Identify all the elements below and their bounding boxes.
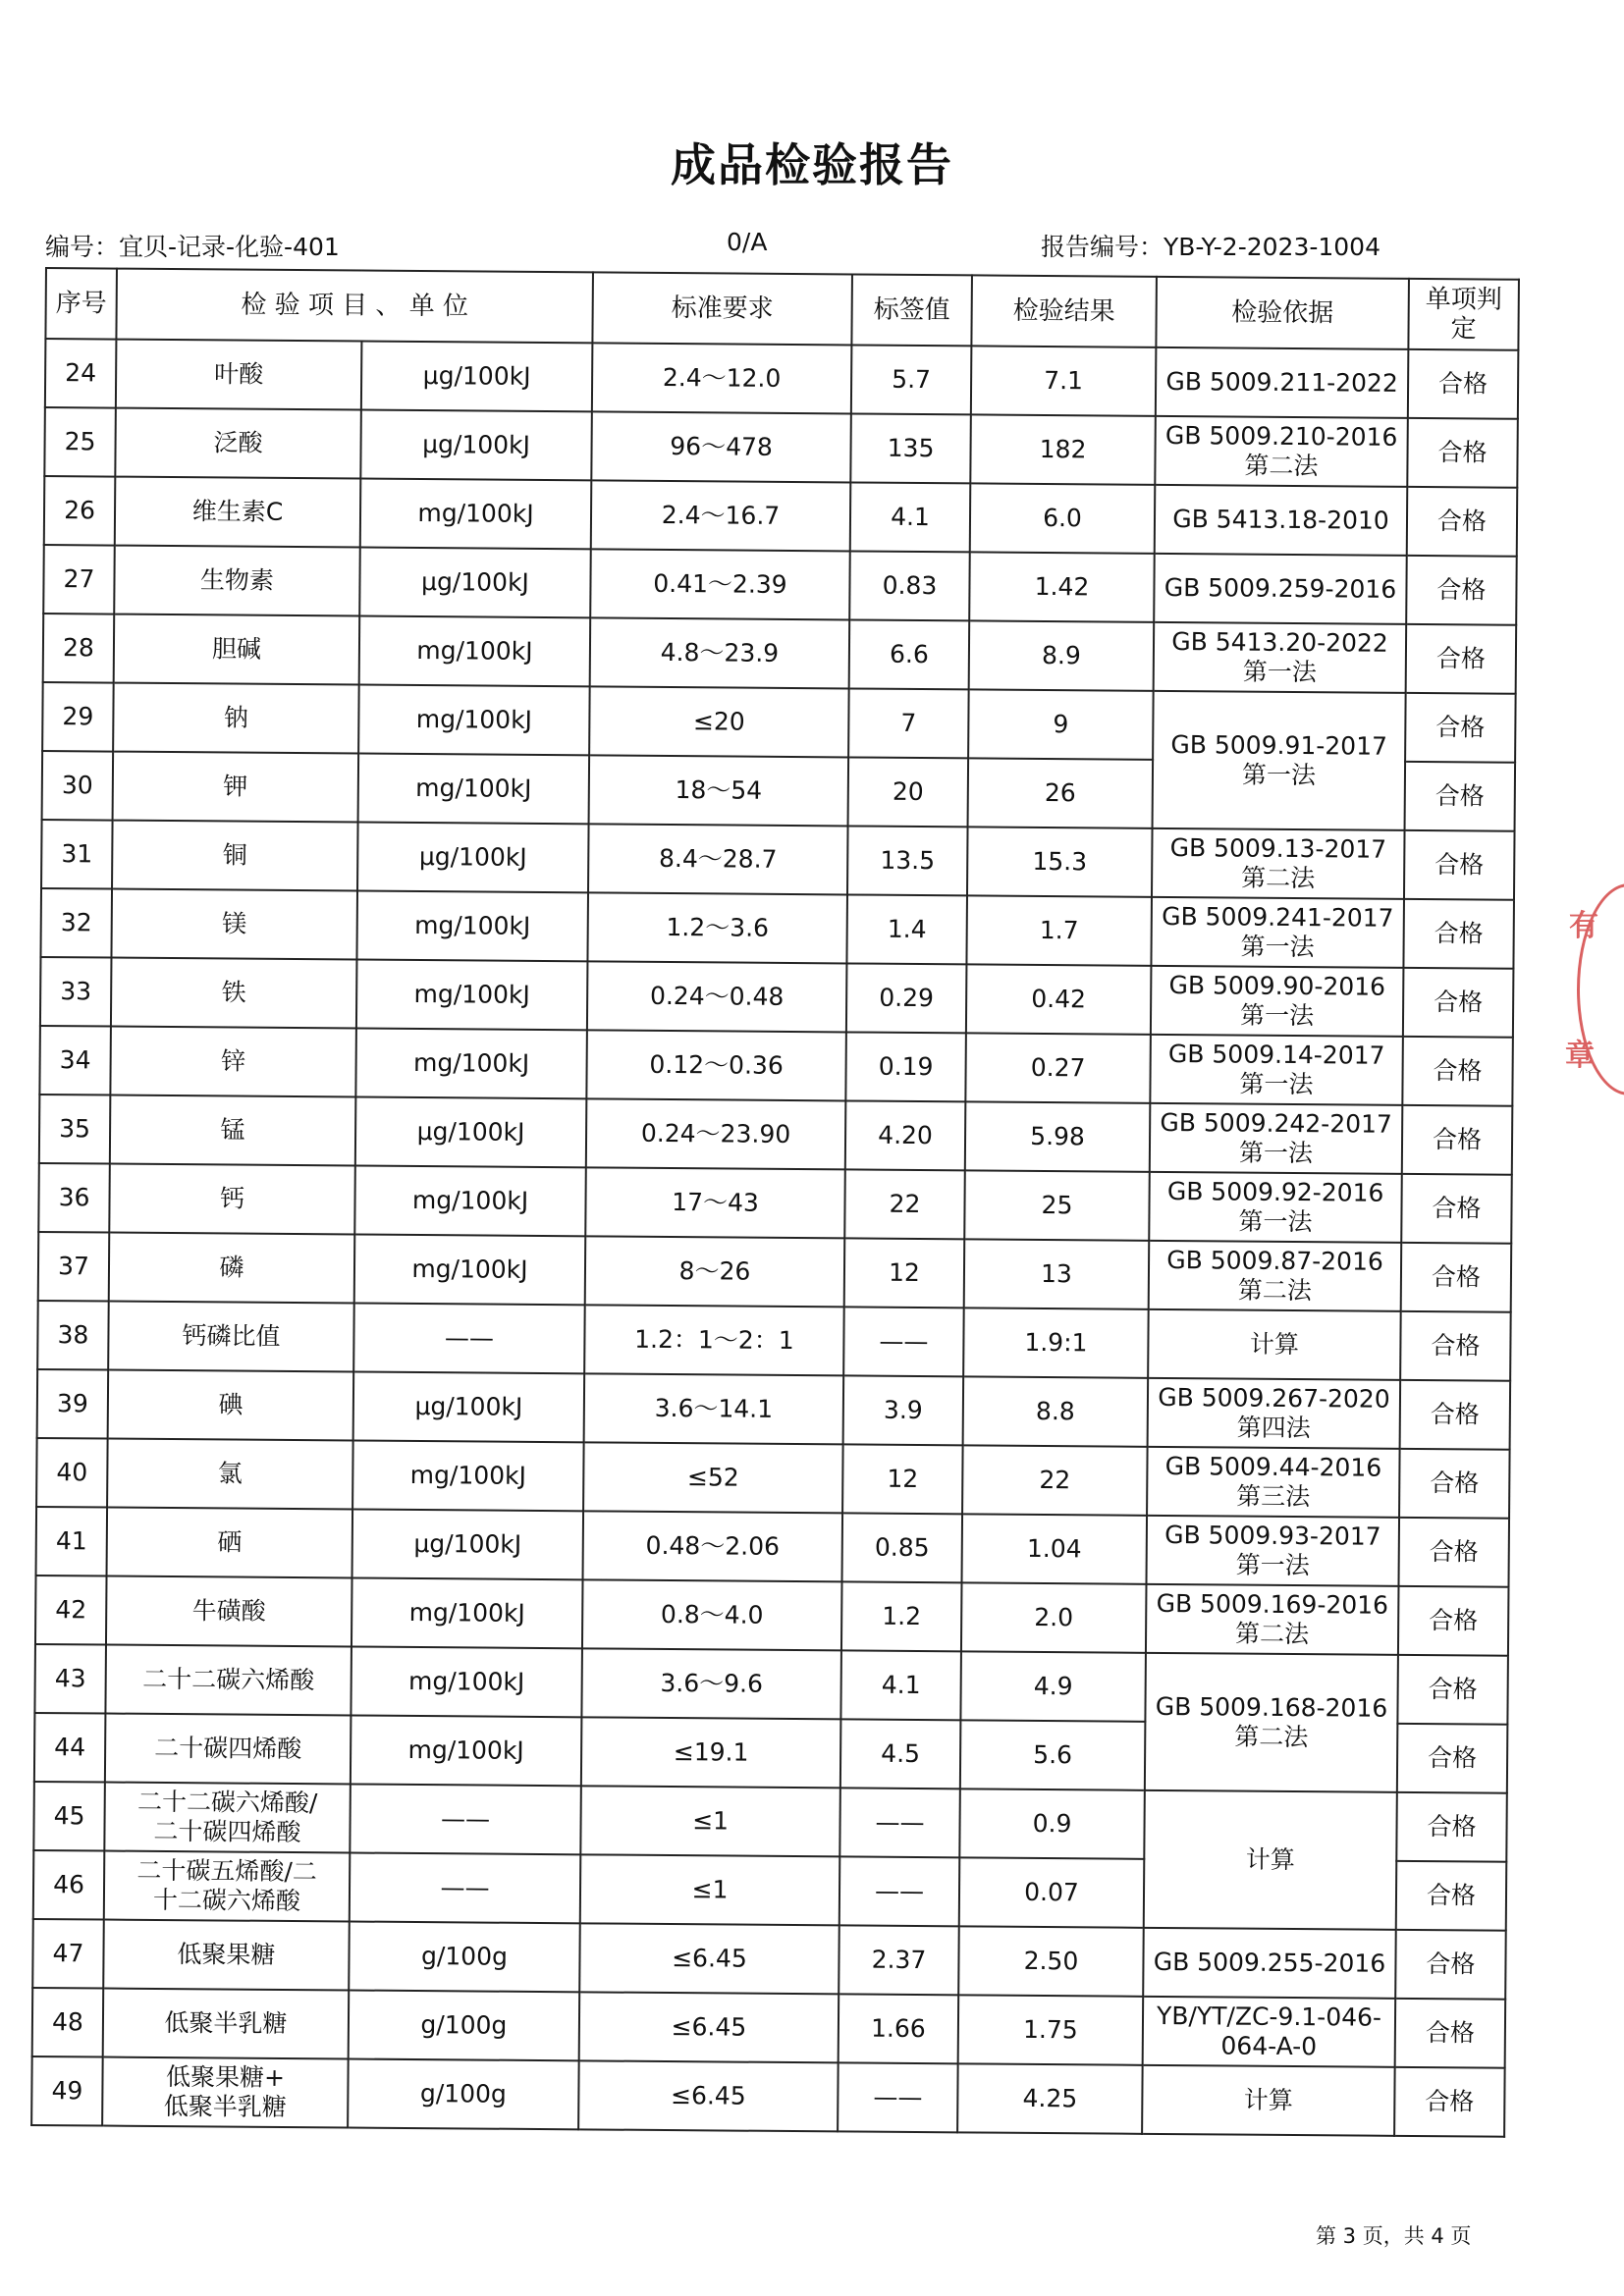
table-row: [45, 339, 1519, 419]
standard-requirement: 3.6～9.6: [581, 1648, 841, 1719]
item-unit: mg/100kJ: [352, 1441, 584, 1512]
label-value: 2.37: [839, 1925, 959, 1995]
item-name: 锰: [110, 1095, 356, 1166]
row-number: 48: [32, 1988, 104, 2057]
verdict: 合格: [1397, 1655, 1508, 1725]
item-unit: g/100g: [349, 1921, 580, 1992]
item-name: 氯: [107, 1439, 353, 1510]
item-unit: ——: [350, 1784, 581, 1854]
table-row: [36, 1507, 1510, 1587]
standard-requirement: 1.2～3.6: [587, 892, 847, 963]
test-basis: GB 5009.93-2017 第一法: [1146, 1516, 1399, 1586]
item-name: 叶酸: [116, 340, 362, 410]
item-name: 牛磺酸: [106, 1576, 352, 1647]
row-number: 33: [40, 957, 112, 1027]
page-footer: 第 3 页，共 4 页: [1316, 2224, 1472, 2248]
label-value: 5.7: [851, 345, 972, 414]
standard-requirement: ≤6.45: [578, 2060, 839, 2131]
test-basis: GB 5009.90-2016 第一法: [1151, 966, 1404, 1037]
item-unit: ——: [350, 1852, 581, 1923]
header-result: 检验结果: [971, 275, 1157, 347]
verdict: 合格: [1401, 1243, 1512, 1312]
label-value: 0.19: [845, 1032, 966, 1101]
label-value: 3.9: [843, 1375, 964, 1445]
row-number: 41: [36, 1507, 108, 1576]
row-number: 28: [43, 614, 115, 683]
standard-requirement: 0.24～23.90: [586, 1098, 846, 1169]
test-basis: 计算: [1148, 1309, 1401, 1380]
item-unit: μg/100kJ: [359, 548, 591, 618]
standard-requirement: ≤19.1: [581, 1717, 841, 1788]
header-seq: 序号: [45, 268, 117, 340]
row-number: 43: [34, 1644, 106, 1714]
verdict: 合格: [1407, 487, 1518, 557]
item-name: 钙: [109, 1164, 355, 1235]
test-result: 6.0: [970, 483, 1156, 553]
test-result: 1.7: [966, 895, 1152, 965]
item-unit: mg/100kJ: [356, 891, 588, 962]
row-number: 31: [41, 820, 113, 889]
test-result: 1.9:1: [963, 1308, 1149, 1377]
test-basis: GB 5009.259-2016: [1154, 554, 1407, 624]
item-name: 二十碳四烯酸: [105, 1714, 352, 1785]
row-number: 39: [37, 1369, 109, 1439]
verdict: 合格: [1402, 1105, 1513, 1175]
item-unit: mg/100kJ: [354, 1166, 586, 1237]
row-number: 35: [39, 1095, 111, 1164]
test-basis: GB 5009.241-2017 第一法: [1151, 897, 1404, 968]
test-basis: GB 5009.92-2016 第一法: [1149, 1172, 1402, 1243]
label-value: 7: [848, 688, 969, 758]
label-value: ——: [843, 1307, 964, 1376]
label-value: 12: [842, 1444, 963, 1514]
item-name: 低聚半乳糖: [103, 1989, 350, 2059]
row-number: 34: [39, 1026, 111, 1095]
item-name: 低聚果糖: [103, 1920, 350, 1991]
label-value: ——: [839, 1856, 960, 1926]
item-unit: g/100g: [349, 1990, 580, 2060]
item-unit: mg/100kJ: [355, 1029, 587, 1099]
test-result: 1.04: [962, 1514, 1148, 1583]
standard-requirement: 2.4～12.0: [592, 343, 852, 413]
test-basis: GB 5009.91-2017 第一法: [1153, 691, 1406, 830]
verdict: 合格: [1394, 2067, 1505, 2137]
verdict: 合格: [1398, 1518, 1509, 1587]
table-row: [32, 1988, 1506, 2068]
verdict: 合格: [1402, 1037, 1513, 1106]
report-title: 成品检验报告: [671, 138, 953, 191]
standard-requirement: 18～54: [589, 755, 849, 826]
row-number: 29: [42, 682, 114, 752]
test-result: 8.8: [963, 1376, 1149, 1446]
table-row: [35, 1575, 1509, 1656]
item-unit: mg/100kJ: [352, 1577, 583, 1648]
standard-requirement: 4.8～23.9: [590, 617, 850, 688]
table-row: [37, 1301, 1511, 1381]
standard-requirement: 96～478: [591, 411, 851, 482]
standard-requirement: 1.2：1～2：1: [584, 1305, 844, 1375]
item-unit: mg/100kJ: [358, 754, 590, 825]
verdict: 合格: [1395, 1999, 1506, 2068]
test-basis: GB 5009.169-2016 第二法: [1146, 1584, 1399, 1655]
test-result: 26: [968, 758, 1154, 828]
table-row: [36, 1438, 1510, 1519]
verdict: 合格: [1400, 1311, 1511, 1381]
standard-requirement: ≤1: [580, 1854, 840, 1925]
standard-requirement: ≤6.45: [579, 1992, 839, 2062]
table-row: [42, 682, 1516, 763]
document-version: 0/A: [727, 228, 768, 256]
row-number: 27: [43, 545, 115, 614]
verdict: 合格: [1406, 556, 1517, 625]
item-unit: mg/100kJ: [358, 685, 590, 756]
header-verdict: 单项判定: [1408, 279, 1519, 350]
test-result: 0.9: [959, 1789, 1145, 1858]
test-result: 8.9: [969, 620, 1155, 690]
row-number: 36: [38, 1163, 110, 1233]
row-number: 30: [42, 751, 114, 821]
test-result: 0.42: [966, 964, 1152, 1034]
row-number: 49: [31, 2056, 103, 2126]
item-unit: mg/100kJ: [351, 1646, 582, 1717]
verdict: 合格: [1406, 624, 1517, 694]
label-value: 1.4: [846, 894, 967, 964]
item-name: 生物素: [114, 546, 360, 616]
standard-requirement: 0.24～0.48: [587, 961, 847, 1032]
test-basis: GB 5009.267-2020 第四法: [1148, 1378, 1401, 1449]
item-name: 维生素C: [115, 477, 361, 548]
seal-text: 有: [1569, 909, 1598, 943]
verdict: 合格: [1397, 1724, 1508, 1793]
standard-requirement: 0.12～0.36: [586, 1030, 846, 1100]
seal-text: 章: [1565, 1039, 1595, 1073]
item-name: 泛酸: [115, 408, 361, 479]
label-value: ——: [838, 2062, 958, 2132]
table-row: [38, 1232, 1512, 1312]
verdict: 合格: [1408, 349, 1519, 419]
test-basis: GB 5009.44-2016 第三法: [1147, 1447, 1400, 1518]
header-item-unit: 检 验 项 目 、 单 位: [116, 269, 593, 344]
row-number: 40: [36, 1438, 108, 1508]
table-header-row: [45, 268, 1519, 350]
label-value: 4.1: [840, 1650, 961, 1720]
standard-requirement: 8.4～28.7: [588, 824, 848, 894]
test-result: 0.27: [965, 1033, 1151, 1102]
item-name: 镁: [111, 889, 357, 960]
item-name: 低聚果糖+ 低聚半乳糖: [102, 2057, 349, 2128]
item-unit: mg/100kJ: [359, 616, 591, 687]
table-row: [38, 1163, 1512, 1244]
verdict: 合格: [1398, 1586, 1509, 1656]
test-result: 4.9: [960, 1651, 1146, 1721]
table-row: [34, 1644, 1508, 1725]
test-result: 15.3: [967, 827, 1153, 896]
label-value: 13.5: [847, 826, 968, 895]
item-name: 碘: [108, 1370, 354, 1441]
verdict: 合格: [1403, 899, 1514, 969]
label-value: 0.29: [846, 963, 967, 1033]
table-row: [43, 614, 1517, 694]
row-number: 45: [33, 1782, 105, 1851]
label-value: 0.85: [842, 1513, 963, 1582]
item-name: 锌: [110, 1027, 356, 1097]
test-basis: GB 5009.211-2022: [1156, 347, 1409, 418]
label-value: 20: [848, 757, 969, 827]
row-number: 47: [32, 1919, 104, 1989]
row-number: 44: [34, 1713, 106, 1783]
verdict: 合格: [1400, 1380, 1511, 1450]
label-value: 4.1: [850, 482, 971, 552]
test-result: 0.07: [959, 1857, 1145, 1927]
item-name: 磷: [109, 1233, 355, 1304]
verdict: 合格: [1396, 1861, 1507, 1931]
item-unit: μg/100kJ: [352, 1509, 584, 1579]
test-basis: GB 5413.20-2022 第一法: [1154, 622, 1407, 693]
table-row: [40, 957, 1514, 1038]
verdict: 合格: [1395, 1930, 1506, 2000]
label-value: 0.83: [849, 551, 970, 620]
standard-requirement: ≤20: [589, 686, 849, 757]
item-name: 铜: [112, 821, 358, 891]
label-value: 12: [844, 1238, 965, 1308]
test-basis: GB 5009.255-2016: [1143, 1928, 1396, 1999]
label-value: ——: [839, 1788, 960, 1857]
item-name: 胆碱: [114, 614, 360, 685]
label-value: 6.6: [849, 619, 970, 689]
label-value: 1.2: [841, 1581, 962, 1651]
test-result: 5.98: [965, 1101, 1151, 1171]
verdict: 合格: [1401, 1174, 1512, 1244]
table-row: [31, 2056, 1505, 2137]
test-result: 2.0: [961, 1582, 1147, 1652]
test-result: 4.25: [957, 2063, 1143, 2133]
test-result: 9: [968, 689, 1154, 759]
test-result: 7.1: [971, 346, 1157, 415]
label-value: 22: [844, 1169, 965, 1239]
item-unit: μg/100kJ: [361, 342, 593, 412]
test-result: 5.6: [960, 1720, 1146, 1789]
item-unit: μg/100kJ: [360, 410, 592, 481]
test-result: 2.50: [958, 1926, 1144, 1996]
table-row: [39, 1095, 1513, 1175]
item-name: 二十二碳六烯酸: [105, 1645, 352, 1716]
item-name: 钠: [113, 683, 359, 754]
item-unit: μg/100kJ: [357, 823, 589, 893]
item-name: 硒: [107, 1508, 353, 1578]
test-result: 13: [964, 1239, 1150, 1308]
test-result: 1.75: [958, 1995, 1144, 2064]
header-basis: 检验依据: [1156, 277, 1409, 349]
test-basis: GB 5009.168-2016 第二法: [1145, 1653, 1398, 1792]
item-unit: mg/100kJ: [354, 1235, 586, 1306]
header-standard: 标准要求: [592, 272, 852, 345]
item-unit: μg/100kJ: [353, 1372, 585, 1443]
standard-requirement: 2.4～16.7: [591, 480, 851, 551]
test-basis: GB 5009.14-2017 第一法: [1150, 1035, 1403, 1105]
row-number: 24: [45, 339, 117, 408]
verdict: 合格: [1396, 1792, 1507, 1862]
header-label-value: 标签值: [851, 274, 972, 346]
test-basis: 计算: [1144, 1790, 1397, 1930]
label-value: 1.66: [839, 1994, 959, 2063]
item-name: 钙磷比值: [108, 1302, 354, 1372]
test-basis: YB/YT/ZC-9.1-046- 064-A-0: [1143, 1997, 1396, 2067]
test-basis: GB 5009.13-2017 第二法: [1152, 828, 1405, 899]
verdict: 合格: [1405, 693, 1516, 763]
test-result: 1.42: [969, 552, 1155, 621]
item-unit: ——: [353, 1304, 585, 1374]
label-value: 4.20: [845, 1100, 966, 1170]
row-number: 26: [44, 476, 116, 546]
report-number: 报告编号：YB-Y-2-2023-1004: [1041, 233, 1380, 261]
item-name: 二十二碳六烯酸/ 二十碳四烯酸: [104, 1783, 351, 1853]
item-unit: mg/100kJ: [351, 1715, 582, 1786]
table-row: [43, 545, 1517, 625]
table-row: [39, 1026, 1513, 1106]
standard-requirement: 17～43: [585, 1167, 845, 1238]
item-unit: μg/100kJ: [355, 1097, 587, 1168]
table-row: [32, 1919, 1506, 2000]
item-name: 二十碳五烯酸/二 十二碳六烯酸: [104, 1851, 351, 1922]
standard-requirement: 0.8～4.0: [582, 1579, 842, 1650]
item-name: 钾: [113, 752, 359, 823]
standard-requirement: ≤52: [583, 1442, 843, 1513]
standard-requirement: ≤6.45: [579, 1923, 839, 1994]
test-result: 182: [970, 414, 1156, 484]
standard-requirement: 0.48～2.06: [583, 1511, 843, 1581]
standard-requirement: 3.6～14.1: [584, 1373, 844, 1444]
table-row: [40, 888, 1514, 969]
table-row: [37, 1369, 1511, 1450]
item-unit: g/100g: [348, 2058, 579, 2129]
item-unit: mg/100kJ: [356, 960, 588, 1031]
label-value: 4.5: [840, 1719, 961, 1789]
test-basis: 计算: [1142, 2065, 1395, 2136]
test-basis: GB 5413.18-2010: [1155, 485, 1408, 556]
verdict: 合格: [1404, 830, 1515, 900]
table-row: [41, 820, 1515, 900]
test-basis: GB 5009.87-2016 第二法: [1149, 1241, 1402, 1311]
standard-requirement: 0.41～2.39: [590, 549, 850, 619]
test-basis: GB 5009.242-2017 第一法: [1150, 1103, 1403, 1174]
row-number: 25: [44, 407, 116, 477]
test-result: 22: [962, 1445, 1148, 1515]
verdict: 合格: [1405, 762, 1516, 831]
item-unit: mg/100kJ: [360, 479, 592, 550]
test-basis: GB 5009.210-2016 第二法: [1155, 416, 1408, 487]
standard-requirement: ≤1: [580, 1786, 840, 1856]
verdict: 合格: [1407, 418, 1518, 488]
table-row: [33, 1782, 1507, 1862]
table-row: [44, 476, 1518, 557]
row-number: 37: [38, 1232, 110, 1302]
verdict: 合格: [1403, 968, 1514, 1038]
row-number: 38: [37, 1301, 109, 1370]
item-name: 铁: [111, 958, 357, 1029]
row-number: 42: [35, 1575, 107, 1645]
test-result: 25: [964, 1170, 1150, 1240]
table-row: [44, 407, 1518, 488]
inspection-table: [30, 267, 1520, 2138]
verdict: 合格: [1399, 1449, 1510, 1519]
label-value: 135: [850, 413, 971, 483]
document-number: 编号：宜贝-记录-化验-401: [45, 233, 340, 261]
red-seal-stamp: [1559, 883, 1624, 1099]
row-number: 46: [33, 1850, 105, 1920]
row-number: 32: [40, 888, 112, 958]
standard-requirement: 8～26: [585, 1236, 845, 1307]
